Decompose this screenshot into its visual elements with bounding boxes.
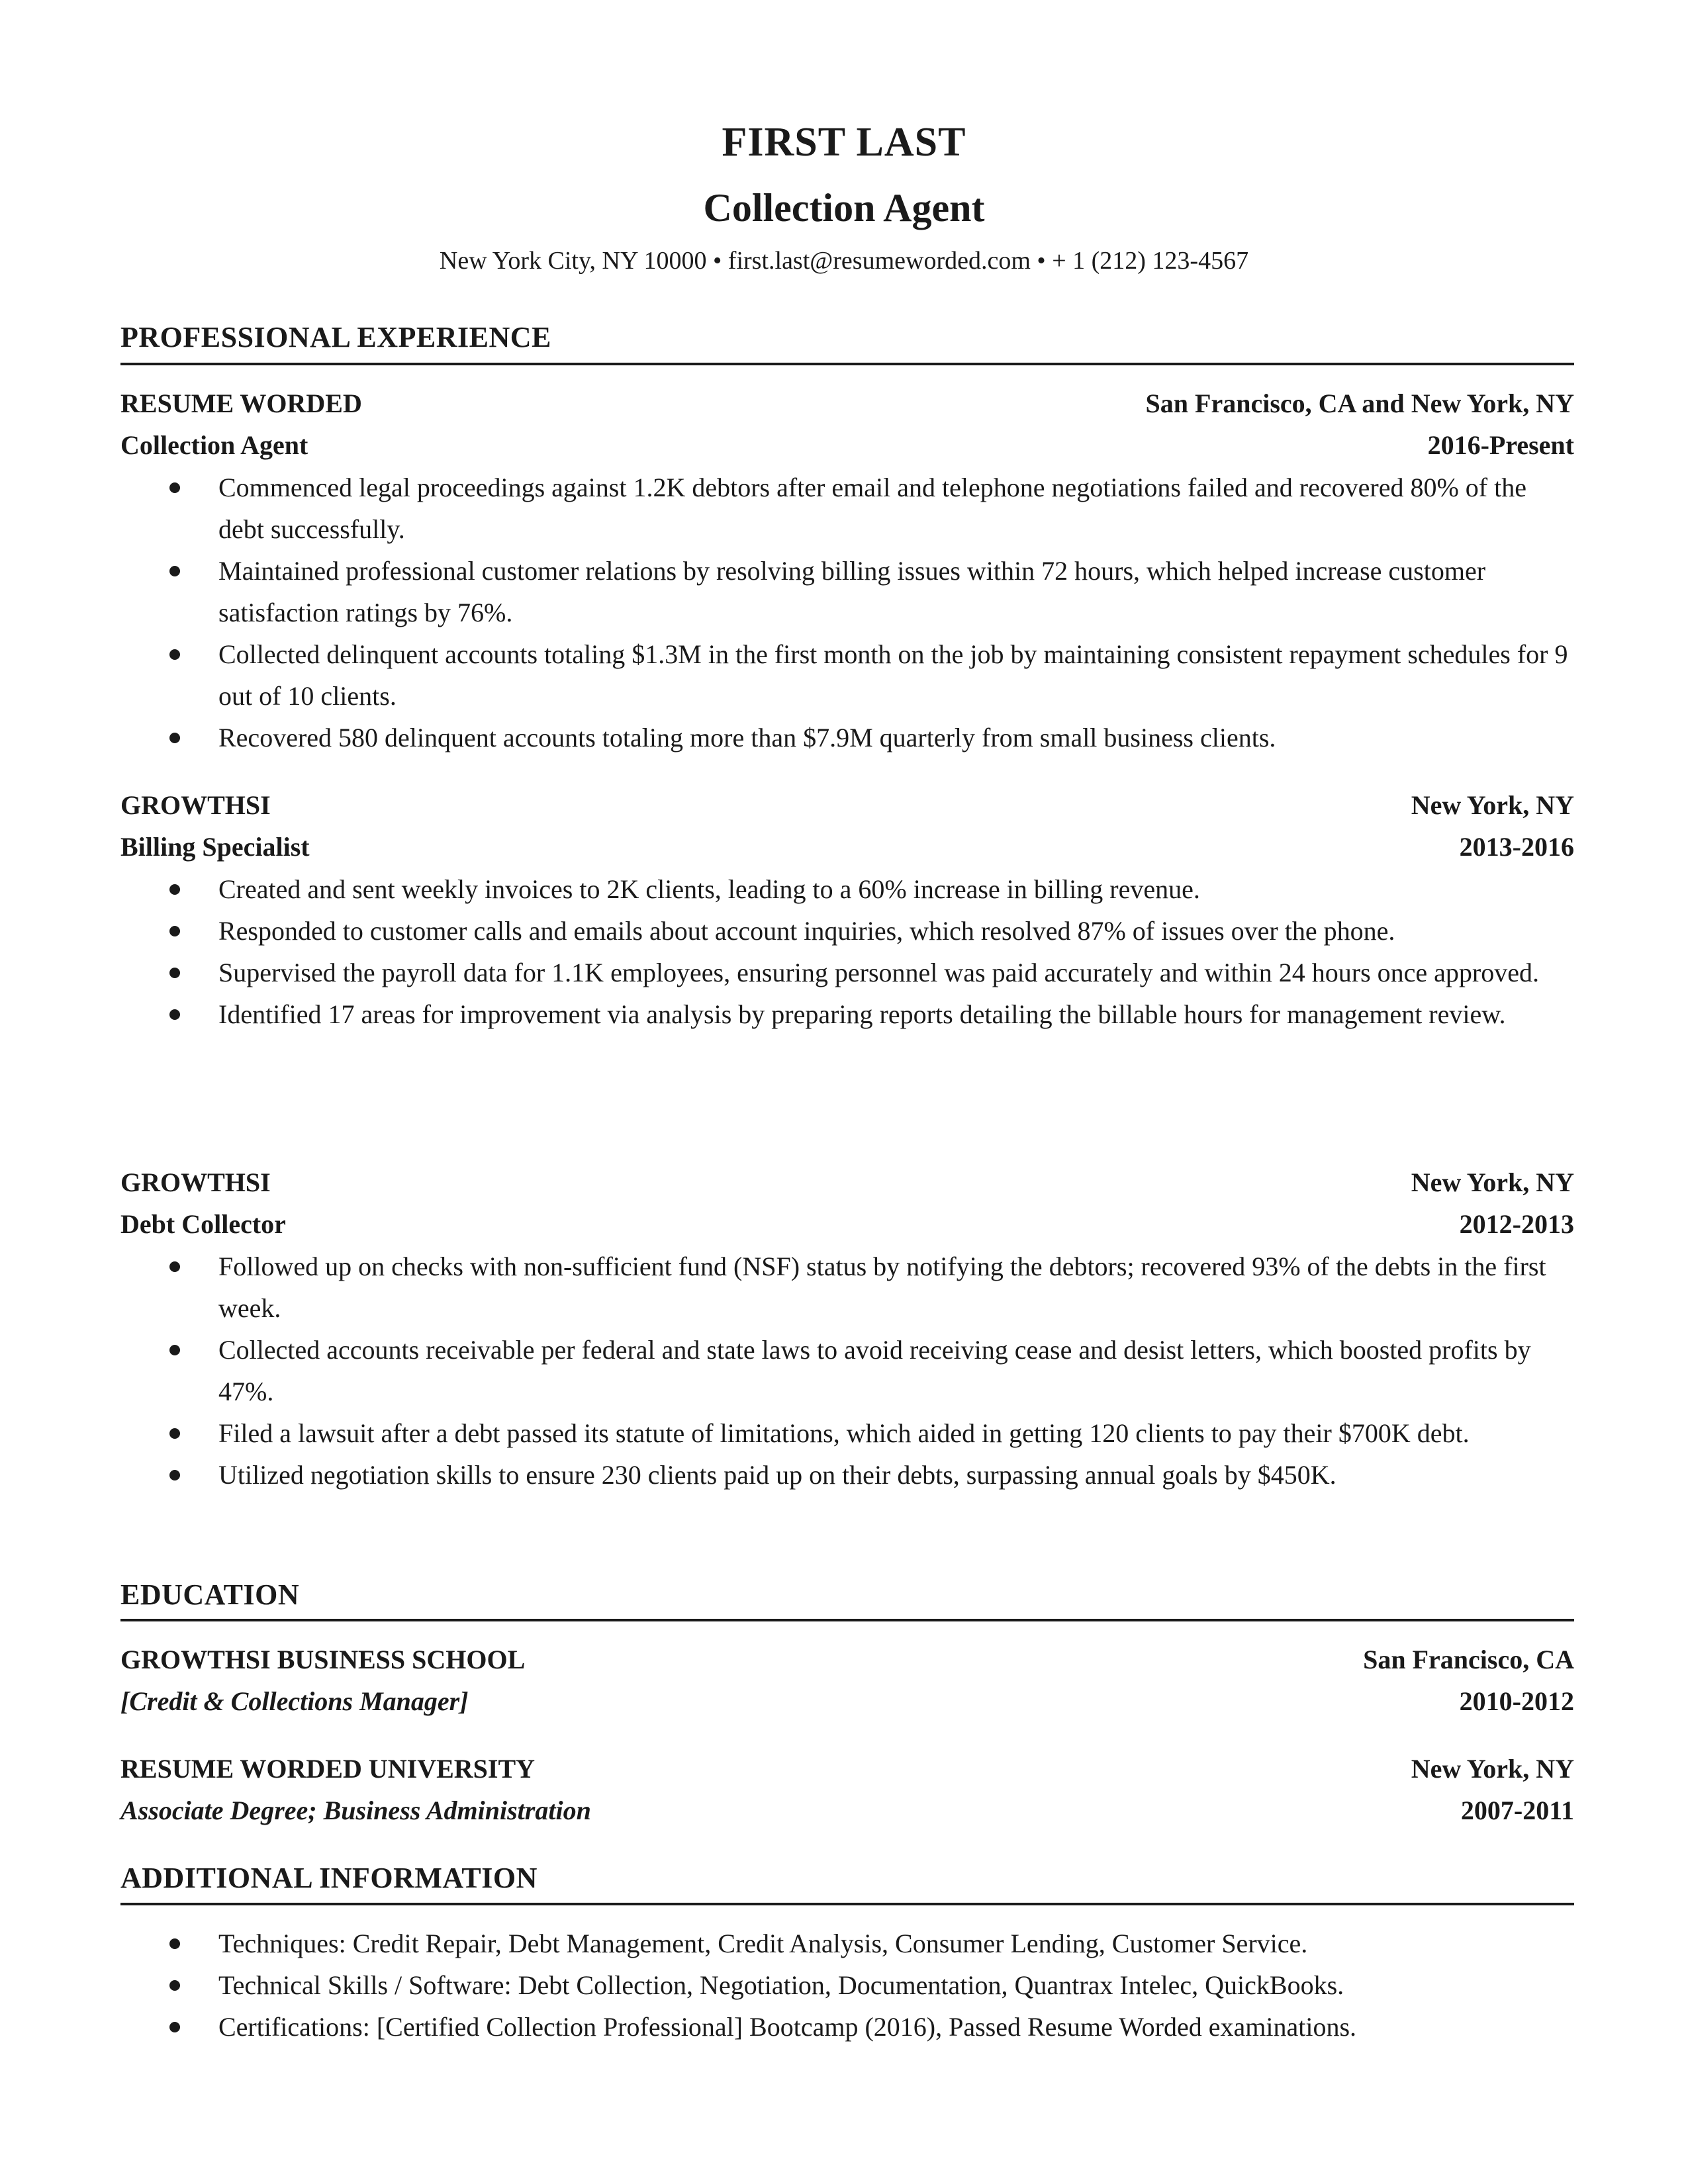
candidate-title: Collection Agent	[703, 186, 985, 230]
list-item: Supervised the payroll data for 1.1K employees, ensuring personnel was paid accurately and within 24 hours once approved.	[164, 952, 1574, 993]
job-role-row	[120, 428, 1574, 463]
experience-divider	[120, 363, 1574, 365]
list-item: Commenced legal proceedings against 1.2K debtors after email and telephone negotiations failed and recovered 80% of the debt successfully.	[164, 467, 1574, 550]
degree-dates: 2007-2011	[1460, 1796, 1574, 1825]
job-location: San Francisco, CA and New York, NY	[1145, 388, 1574, 418]
school-header	[120, 1643, 1574, 1677]
job-header	[120, 387, 1574, 421]
list-item: Created and sent weekly invoices to 2K clients, leading to a 60% increase in billing revenue.	[164, 868, 1574, 910]
bullet-icon	[169, 1261, 180, 1272]
job-role: Collection Agent	[120, 430, 308, 460]
list-item: Identified 17 areas for improvement via analysis by preparing reports detailing the billable hours for management review.	[164, 993, 1574, 1035]
job-role: Debt Collector	[120, 1209, 286, 1239]
bullet-icon	[169, 1009, 180, 1020]
bullet-icon	[169, 1428, 180, 1439]
bullet-icon	[169, 649, 180, 660]
list-item: Utilized negotiation skills to ensure 230 clients paid up on their debts, surpassing annual goals by $450K.	[164, 1454, 1574, 1496]
education-heading: EDUCATION	[120, 1578, 300, 1611]
company-name: RESUME WORDED	[120, 388, 362, 418]
degree-name: [Credit & Collections Manager]	[120, 1686, 469, 1716]
company-name: GROWTHSI	[120, 790, 271, 820]
company-name: GROWTHSI	[120, 1167, 271, 1197]
list-item: Collected delinquent accounts totaling $1.3M in the first month on the job by maintaining consistent repayment schedules for 9 out of 10 clients.	[164, 633, 1574, 717]
bullet-icon	[169, 1345, 180, 1355]
additional-bullets	[164, 1923, 1574, 2048]
candidate-name: FIRST LAST	[722, 120, 966, 165]
job-role-row	[120, 830, 1574, 864]
job-location: New York, NY	[1411, 790, 1574, 820]
job-dates: 2016-Present	[1427, 430, 1574, 460]
additional-divider	[120, 1903, 1574, 1905]
bullet-icon	[169, 1980, 180, 1991]
additional-heading: ADDITIONAL INFORMATION	[120, 1862, 538, 1894]
job-bullets	[164, 467, 1574, 758]
job-dates: 2012-2013	[1459, 1209, 1574, 1239]
job-bullets	[164, 1246, 1574, 1496]
bullet-icon	[169, 1938, 180, 1949]
degree-row	[120, 1684, 1574, 1719]
bullet-icon	[169, 968, 180, 978]
list-item: Collected accounts receivable per federal and state laws to avoid receiving cease and desist letters, which boosted profits by 47%.	[164, 1329, 1574, 1412]
bullet-icon	[169, 2022, 180, 2032]
school-location: New York, NY	[1411, 1754, 1574, 1784]
bullet-icon	[169, 566, 180, 576]
bullet-icon	[169, 482, 180, 493]
job-role: Billing Specialist	[120, 832, 310, 862]
list-item: Recovered 580 delinquent accounts totaling more than $7.9M quarterly from small business clients.	[164, 717, 1574, 758]
job-location: New York, NY	[1411, 1167, 1574, 1197]
school-name: GROWTHSI BUSINESS SCHOOL	[120, 1645, 526, 1674]
education-divider	[120, 1619, 1574, 1621]
degree-name: Associate Degree; Business Administration	[120, 1796, 591, 1825]
degree-dates: 2010-2012	[1459, 1686, 1574, 1716]
job-role-row	[120, 1207, 1574, 1242]
list-item: Techniques: Credit Repair, Debt Management, Credit Analysis, Consumer Lending, Customer Service.	[164, 1923, 1574, 1964]
contact-line: New York City, NY 10000 • first.last@resumeworded.com • + 1 (212) 123-4567	[439, 247, 1249, 275]
job-header	[120, 1165, 1574, 1200]
school-location: San Francisco, CA	[1363, 1645, 1574, 1674]
list-item: Filed a lawsuit after a debt passed its statute of limitations, which aided in getting 120 clients to pay their $700K debt.	[164, 1412, 1574, 1454]
bullet-icon	[169, 733, 180, 743]
experience-heading: PROFESSIONAL EXPERIENCE	[120, 321, 551, 353]
job-bullets	[164, 868, 1574, 1035]
bullet-icon	[169, 884, 180, 895]
job-dates: 2013-2016	[1459, 832, 1574, 862]
bullet-icon	[169, 926, 180, 936]
list-item: Responded to customer calls and emails about account inquiries, which resolved 87% of issues over the phone.	[164, 910, 1574, 952]
job-header	[120, 788, 1574, 823]
degree-row	[120, 1794, 1574, 1828]
list-item: Maintained professional customer relations by resolving billing issues within 72 hours, which helped increase customer satisfaction ratings by 76%.	[164, 550, 1574, 633]
bullet-icon	[169, 1470, 180, 1480]
school-header	[120, 1752, 1574, 1786]
school-name: RESUME WORDED UNIVERSITY	[120, 1754, 536, 1784]
list-item: Followed up on checks with non-sufficient fund (NSF) status by notifying the debtors; recovered 93% of the debts in the first week.	[164, 1246, 1574, 1329]
list-item: Certifications: [Certified Collection Professional] Bootcamp (2016), Passed Resume Worded examinations.	[164, 2006, 1574, 2048]
list-item: Technical Skills / Software: Debt Collection, Negotiation, Documentation, Quantrax Intelec, QuickBooks.	[164, 1964, 1574, 2006]
